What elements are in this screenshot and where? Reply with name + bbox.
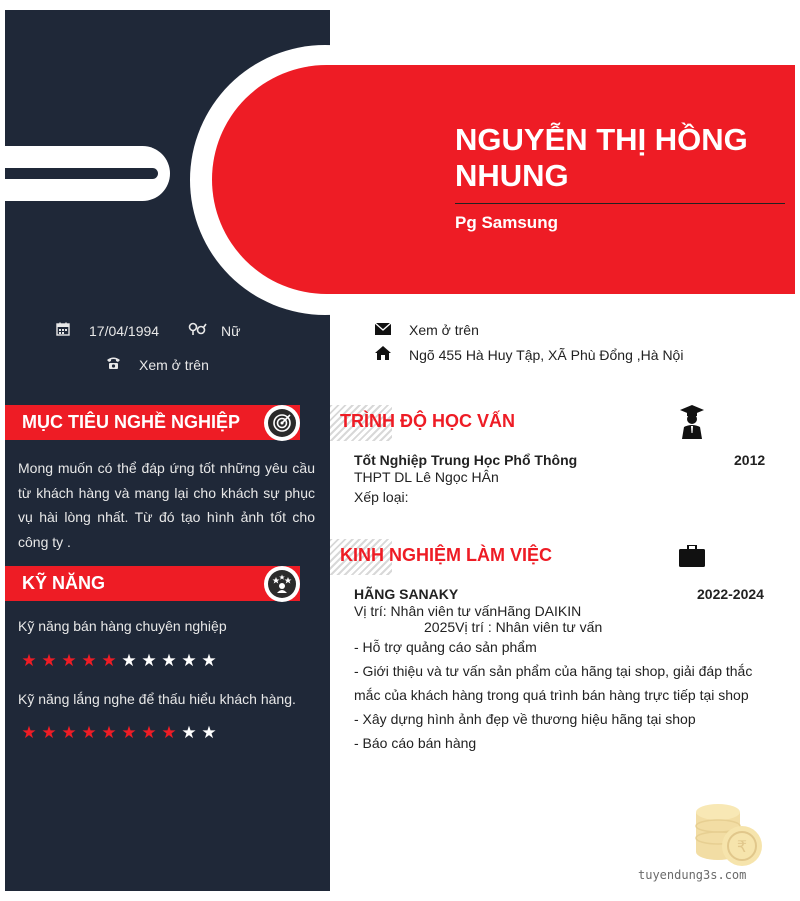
candidate-name: NGUYỄN THỊ HỒNG NHUNG [455, 122, 748, 193]
skill-name-2: Kỹ năng lắng nghe để thấu hiểu khách hàng. [18, 691, 296, 707]
education-year: 2012 [734, 452, 766, 468]
star-filled-icon: ★ [81, 651, 97, 670]
objective-heading: MỤC TIÊU NGHỀ NGHIỆP [5, 405, 300, 440]
gender-icon [187, 322, 207, 339]
skills-heading: KỸ NĂNG [5, 566, 300, 601]
envelope-icon [375, 322, 391, 338]
star-filled-icon: ★ [21, 651, 37, 670]
star-filled-icon: ★ [141, 723, 157, 742]
experience-section-heading [330, 539, 630, 575]
star-filled-icon: ★ [41, 651, 57, 670]
coins-watermark-icon [690, 790, 770, 870]
skill-name-1: Kỹ năng bán hàng chuyên nghiệp [18, 618, 227, 634]
watermark-text: tuyendung3s.com [638, 868, 747, 882]
target-icon [264, 405, 300, 441]
experience-role-line-2: 2025Vị trí : Nhân viên tư vấn [424, 619, 603, 635]
email-value: Xem ở trên [409, 322, 479, 338]
skills-icon [264, 566, 300, 602]
birthday-row [55, 322, 159, 339]
decorative-pill-inner [5, 168, 158, 179]
star-empty-icon: ★ [201, 651, 217, 670]
experience-duty: mắc của khách hàng trong quá trình bán hàng trực tiếp tại shop [354, 687, 749, 703]
home-icon [375, 346, 391, 363]
star-empty-icon: ★ [201, 723, 217, 742]
experience-period: 2022-2024 [697, 586, 764, 602]
star-filled-icon: ★ [61, 723, 77, 742]
objective-text: Mong muốn có thể đáp ứng tốt những yêu cầu từ khách hàng và mang lại cho khách sự phục vụ hài lòng nhất. Từ đó tạo hình ảnh tốt cho công ty . [18, 460, 315, 550]
graduate-icon [680, 405, 704, 444]
experience-duty: - Xây dựng hình ảnh đẹp về thương hiệu hãng tại shop [354, 711, 696, 727]
experience-duty: - Hỗ trợ quảng cáo sản phẩm [354, 639, 537, 655]
phone-value: Xem ở trên [139, 356, 209, 373]
job-title: Pg Samsung [455, 213, 558, 232]
star-filled-icon: ★ [101, 723, 117, 742]
experience-company: HÃNG SANAKY [354, 586, 459, 602]
star-filled-icon: ★ [61, 651, 77, 670]
star-filled-icon: ★ [101, 651, 117, 670]
skill-rating-2 [20, 724, 218, 742]
briefcase-icon [679, 545, 705, 572]
calendar-icon [55, 322, 71, 339]
birthday-value: 17/04/1994 [89, 322, 160, 339]
education-degree: Tốt Nghiệp Trung Học Phổ Thông [354, 452, 578, 468]
star-empty-icon: ★ [181, 651, 197, 670]
education-section-heading [330, 405, 630, 441]
gender-row [187, 322, 240, 339]
experience-role-line-1: Vị trí: Nhân viên tư vấnHãng DAIKIN [354, 603, 582, 619]
star-filled-icon: ★ [161, 723, 177, 742]
email-row [375, 322, 479, 338]
experience-duty: - Báo cáo bán hàng [354, 735, 477, 751]
address-row [375, 346, 683, 363]
star-filled-icon: ★ [41, 723, 57, 742]
star-empty-icon: ★ [141, 651, 157, 670]
education-heading: TRÌNH ĐỘ HỌC VẤN [340, 411, 515, 431]
name-divider [455, 203, 785, 204]
experience-heading: KINH NGHIỆM LÀM VIỆC [340, 545, 553, 565]
svg-text:₹: ₹ [736, 837, 748, 856]
education-rank: Xếp loại: [354, 489, 409, 505]
phone-row [105, 356, 209, 373]
experience-duty: - Giới thiệu và tư vấn sản phẩm của hãng tại shop, giải đáp thắc [354, 663, 753, 679]
gender-value: Nữ [221, 322, 241, 339]
star-empty-icon: ★ [181, 723, 197, 742]
star-empty-icon: ★ [121, 651, 137, 670]
star-filled-icon: ★ [81, 723, 97, 742]
star-filled-icon: ★ [21, 723, 37, 742]
phone-icon [105, 356, 121, 373]
star-filled-icon: ★ [121, 723, 137, 742]
skill-rating-1 [20, 652, 218, 670]
address-value: Ngõ 455 Hà Huy Tập, XÃ Phù Đổng ,Hà Nội [409, 346, 684, 363]
education-school: THPT DL Lê Ngọc HÂn [354, 469, 499, 485]
star-empty-icon: ★ [161, 651, 177, 670]
